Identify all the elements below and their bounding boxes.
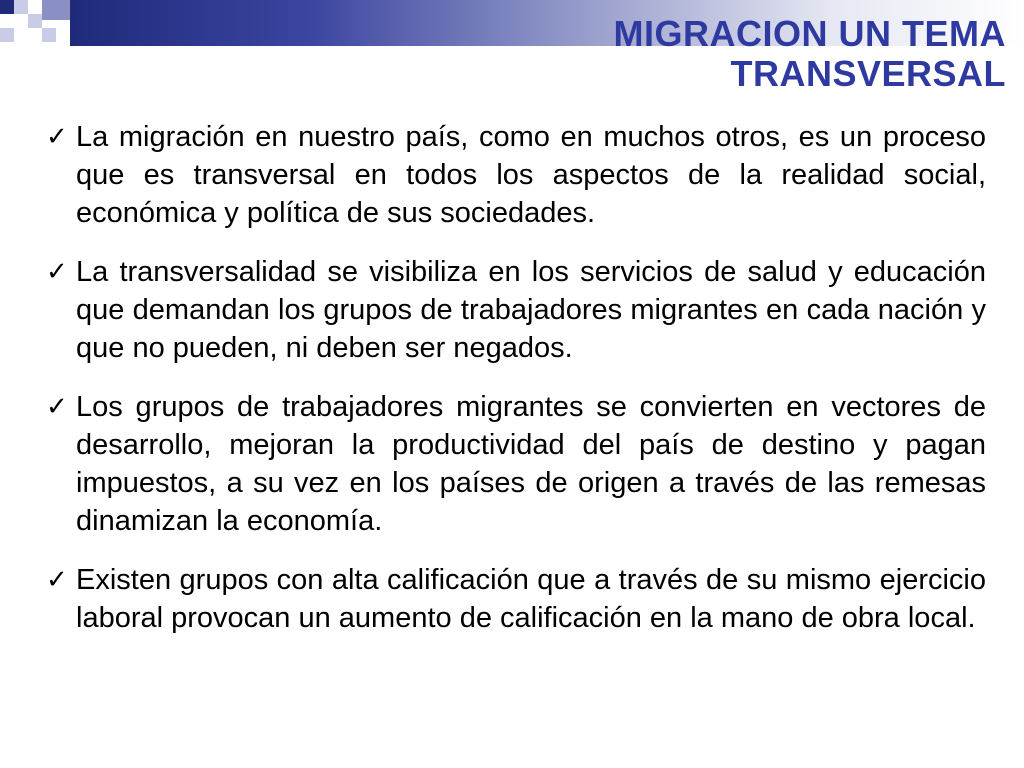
checkmark-icon: ✓ (46, 122, 68, 152)
deco-square (14, 0, 28, 14)
bullet-item (46, 253, 986, 367)
deco-square (42, 28, 56, 42)
deco-square (14, 14, 28, 28)
bullet-text: La transversalidad se visibiliza en los servicios de salud y educación que demandan los grupos de trabajadores migrantes en cada nación y que no pueden, ni deben ser negados. (76, 256, 986, 364)
bullet-item (46, 388, 986, 540)
bullet-item (46, 561, 986, 637)
decorative-squares (0, 0, 90, 50)
slide-title-line2: TRANSVERSAL (730, 53, 1006, 94)
bullet-text: Los grupos de trabajadores migrantes se convierten en vectores de desarrollo, mejoran la productividad del país de destino y pagan impuestos, a su vez en los países de origen a través de las remesas dinamizan la economía. (76, 391, 986, 537)
deco-square (0, 0, 14, 14)
bullet-text: La migración en nuestro país, como en muchos otros, es un proceso que es transversal en todos los aspectos de la realidad social, económica y política de sus sociedades. (76, 121, 986, 229)
slide-title (406, 14, 1006, 94)
checkmark-icon: ✓ (46, 257, 68, 287)
checkmark-icon: ✓ (46, 392, 68, 422)
bullet-item (46, 118, 986, 232)
deco-square (0, 28, 14, 42)
slide-title-line1: MIGRACION UN TEMA (613, 13, 1006, 54)
bullet-text: Existen grupos con alta calificación que a través de su mismo ejercicio laboral provocan un aumento de calificación en la mano de obra local. (76, 564, 986, 634)
checkmark-icon: ✓ (46, 565, 68, 595)
deco-square (56, 20, 70, 34)
deco-square (42, 0, 70, 20)
bullet-list (46, 118, 986, 658)
deco-square (28, 14, 42, 28)
